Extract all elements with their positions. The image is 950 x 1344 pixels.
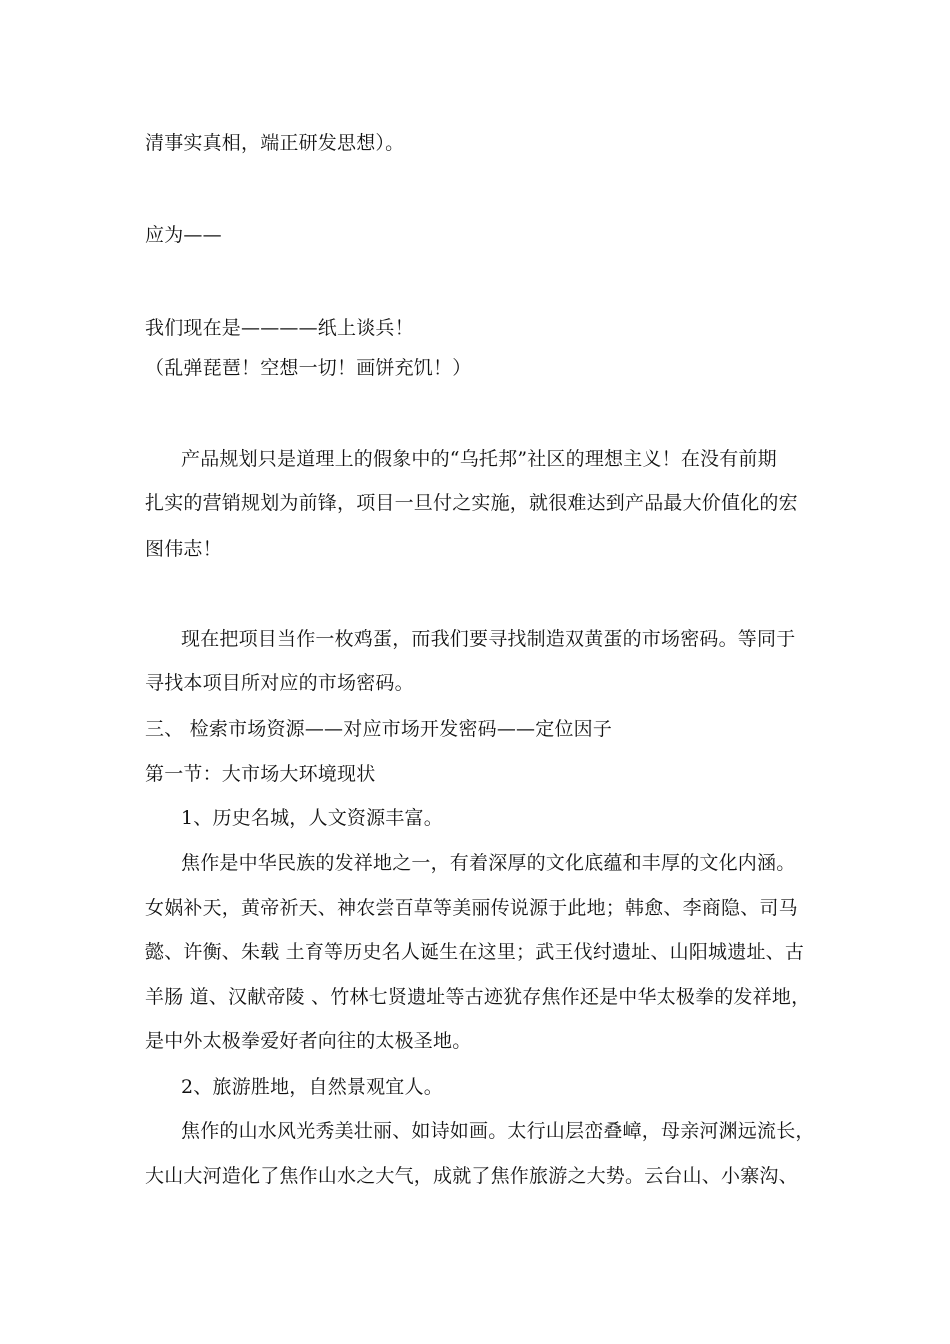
text-line-4: （乱弹琵琶！空想一切！画饼充饥！） [145,357,472,379]
text-line-11: 女娲补天，黄帝祈天、神农尝百草等美丽传说源于此地；韩愈、李商隐、司马 [145,897,798,919]
text-line-13: 羊肠 道、汉献帝陵 、竹林七贤遗址等古迹犹存焦作还是中华太极拳的发祥地， [145,986,811,1008]
text-line-12: 懿、许衡、朱载 土育等历史名人诞生在这里；武王伐纣遗址、山阳城遗址、古 [145,941,805,963]
section-heading-1: 第一节：大市场大环境现状 [145,763,376,785]
subsection-1: 1、历史名城，人文资源丰富。 [181,807,443,829]
text-line-7: 图伟志！ [145,538,222,560]
text-line-1: 清事实真相，端正研发思想）。 [145,132,405,154]
text-line-3: 我们现在是————纸上谈兵！ [145,317,414,339]
text-line-15: 焦作的山水风光秀美壮丽、如诗如画。太行山层峦叠嶂，母亲河渊远流长， [181,1120,815,1142]
section-heading-3: 三、 检索市场资源——对应市场开发密码——定位因子 [145,718,613,740]
text-line-8: 现在把项目当作一枚鸡蛋，而我们要寻找制造双黄蛋的市场密码。等同于 [181,628,796,650]
subsection-2: 2、旅游胜地，自然景观宜人。 [181,1076,443,1098]
text-line-2: 应为—— [145,224,222,246]
text-line-16: 大山大河造化了焦作山水之大气，成就了焦作旅游之大势。云台山、小寨沟、 [145,1165,798,1187]
text-line-14: 是中外太极拳爱好者向往的太极圣地。 [145,1030,472,1052]
text-line-6: 扎实的营销规划为前锋，项目一旦付之实施，就很难达到产品最大价值化的宏 [145,492,798,514]
text-line-10: 焦作是中华民族的发祥地之一，有着深厚的文化底蕴和丰厚的文化内涵。 [181,852,796,874]
text-line-9: 寻找本项目所对应的市场密码。 [145,672,414,694]
text-line-5: 产品规划只是道理上的假象中的“乌托邦”社区的理想主义！在没有前期 [181,448,777,470]
